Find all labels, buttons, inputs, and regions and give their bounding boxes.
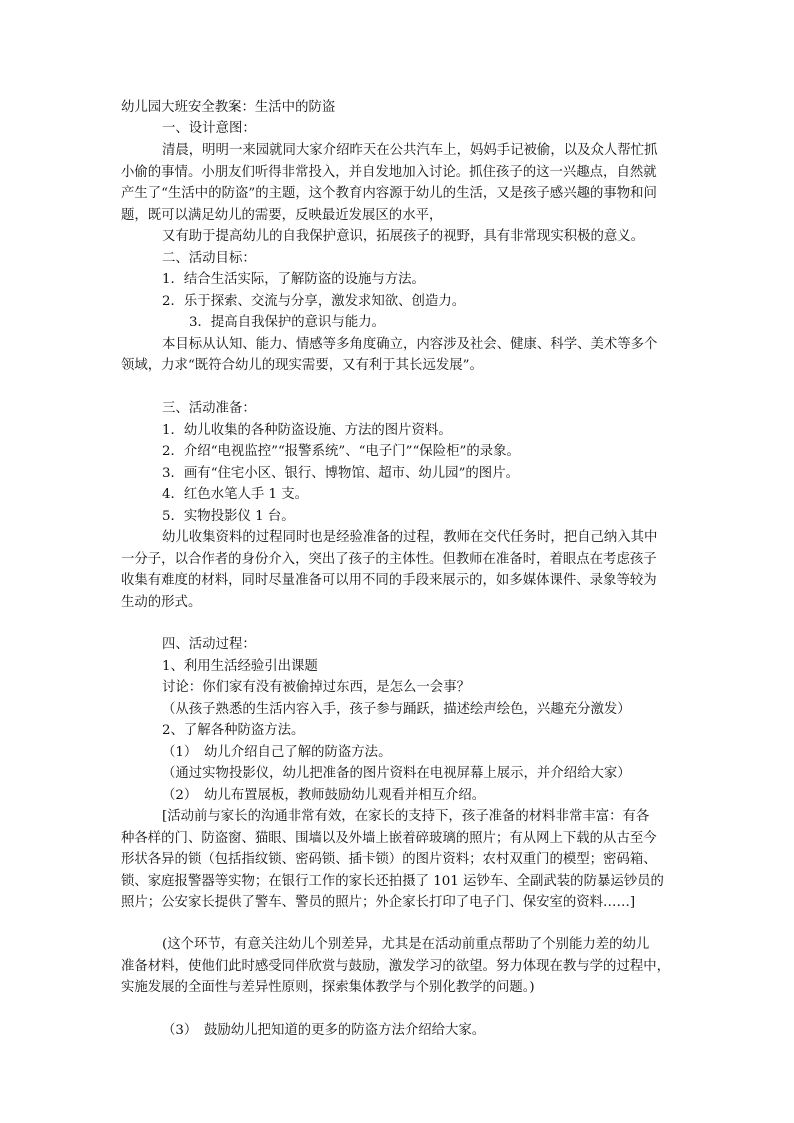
paragraph-line: 小偷的事情。小朋友们听得非常投入，并自发地加入讨论。抓住孩子的这一兴趣点，自然就 bbox=[121, 165, 657, 180]
paren-note-line: (这个环节，有意关注幼儿个别差异，尤其是在活动前重点帮助了个别能力差的幼儿 bbox=[162, 937, 650, 952]
sub-step: （3） 鼓励幼儿把知道的更多的防盗方法介绍给大家。 bbox=[162, 1023, 486, 1038]
paragraph-line: 一分子，以合作者的身份介入，突出了孩子的主体性。但教师在准备时，着眼点在考虑孩子 bbox=[121, 552, 657, 567]
bracket-note-line: [活动前与家长的沟通非常有效，在家长的支持下，孩子准备的材料非常丰富：有各 bbox=[162, 809, 650, 824]
section-heading-process: 四、活动过程： bbox=[162, 637, 256, 652]
paragraph-line: 题，既可以满足幼儿的需要，反映最近发展区的水平， bbox=[121, 208, 443, 223]
paragraph-line: 领域，力求“既符合幼儿的现实需要，又有利于其长远发展”。 bbox=[121, 358, 483, 373]
section-heading-design-intent: 一、设计意图： bbox=[162, 121, 256, 136]
bracket-note-line: 照片；公安家长提供了警车、警员的照片；外企家长打印了电子门、保安室的资料……] bbox=[121, 895, 636, 910]
discussion-line: 讨论：你们家有没有被偷掉过东西，是怎么一会事？ bbox=[162, 680, 470, 695]
bracket-note-line: 锁、家庭报警器等实物；在银行工作的家长还拍摄了 101 运钞车、全副武装的防暴运钞员的 bbox=[121, 874, 664, 889]
step-heading: 1、利用生活经验引出课题 bbox=[162, 659, 318, 674]
note-line: （从孩子熟悉的生活内容入手，孩子参与踊跃，描述绘声绘色，兴趣充分激发） bbox=[162, 702, 631, 717]
list-item: 2．乐于探索、交流与分享，激发求知欲、创造力。 bbox=[162, 294, 466, 309]
paragraph-line: 收集有难度的材料，同时尽量准备可以用不同的手段来展示的，如多媒体课件、录象等较为 bbox=[121, 573, 657, 588]
paragraph-line: 幼儿收集资料的过程同时也是经验准备的过程，教师在交代任务时，把自己纳入其中 bbox=[162, 530, 658, 545]
document-title: 幼儿园大班安全教案：生活中的防盗 bbox=[121, 100, 336, 115]
step-heading: 2、了解各种防盗方法。 bbox=[162, 723, 305, 738]
sub-step: （1） 幼儿介绍自己了解的防盗方法。 bbox=[162, 745, 392, 760]
list-item: 3．提高自我保护的意识与能力。 bbox=[189, 315, 385, 330]
paragraph-line: 本目标从认知、能力、情感等多角度确立，内容涉及社会、健康、科学、美术等多个 bbox=[162, 337, 658, 352]
list-item: 1．结合生活实际，了解防盗的设施与方法。 bbox=[162, 272, 425, 287]
paren-note-line: 准备材料，使他们此时感受同伴欣赏与鼓励，激发学习的欲望。努力体现在教与学的过程中， bbox=[121, 959, 671, 974]
list-item: 4．红色水笔人手 1 支。 bbox=[162, 487, 309, 502]
bracket-note-line: 种各样的门、防盗窗、猫眼、围墙以及外墙上嵌着碎玻璃的照片；有从网上下载的从古至今 bbox=[121, 831, 657, 846]
paragraph-line: 清晨，明明一来园就同大家介绍昨天在公共汽车上，妈妈手记被偷，以及众人帮忙抓 bbox=[162, 143, 658, 158]
list-item: 1．幼儿收集的各种防盗设施、方法的图片资料。 bbox=[162, 423, 452, 438]
section-heading-goals: 二、活动目标： bbox=[162, 251, 256, 266]
note-line: （通过实物投影仪，幼儿把准备的图片资料在电视屏幕上展示，并介绍给大家） bbox=[162, 766, 631, 781]
paren-note-line: 实施发展的全面性与差异性原则，探索集体教学与个别化教学的问题。) bbox=[121, 980, 535, 995]
bracket-note-line: 形状各异的锁（包括指纹锁、密码锁、插卡锁）的图片资料；农村双重门的模型；密码箱、 bbox=[121, 852, 657, 867]
section-heading-preparation: 三、活动准备： bbox=[162, 401, 256, 416]
paragraph-line: 产生了“生活中的防盗”的主题，这个教育内容源于幼儿的生活，又是孩子感兴趣的事物和问 bbox=[121, 186, 657, 201]
list-item: 2．介绍“电视监控”“报警系统”、“电子门”“保险柜”的录象。 bbox=[162, 444, 520, 459]
paragraph-line: 又有助于提高幼儿的自我保护意识，拓展孩子的视野，具有非常现实积极的意义。 bbox=[162, 229, 645, 244]
sub-step: （2） 幼儿布置展板，教师鼓励幼儿观看并相互介绍。 bbox=[162, 788, 486, 803]
list-item: 5．实物投影仪 1 台。 bbox=[162, 509, 295, 524]
paragraph-line: 生动的形式。 bbox=[121, 595, 202, 610]
list-item: 3．画有“住宅小区、银行、博物馆、超市、幼儿园”的图片。 bbox=[162, 466, 519, 481]
